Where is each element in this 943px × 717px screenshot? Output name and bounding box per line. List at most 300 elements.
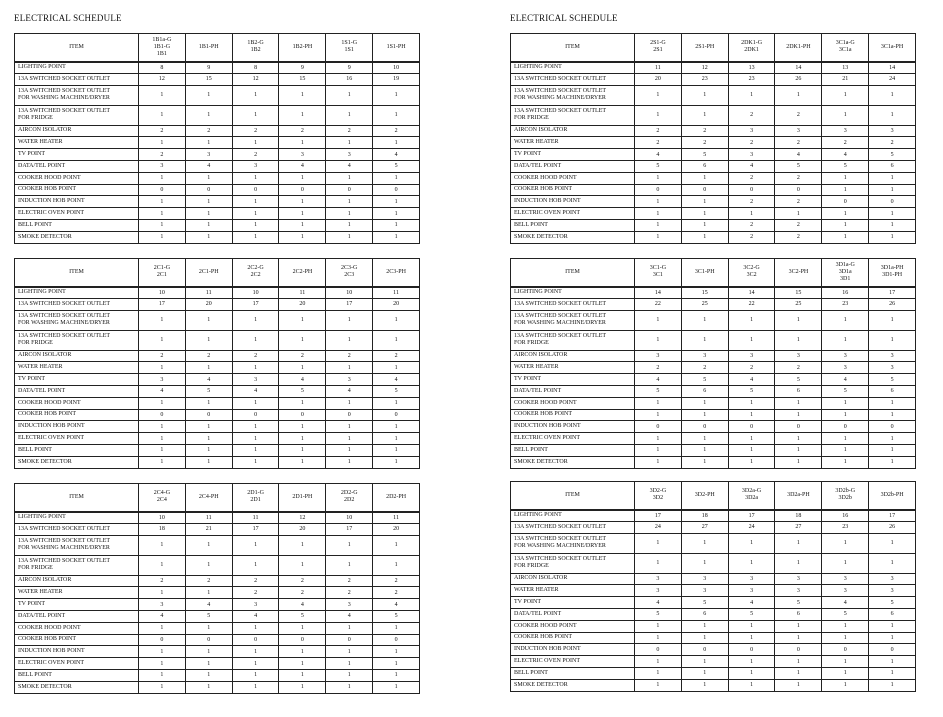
table-row [511,397,916,409]
quantity-cell: 3 [326,149,373,161]
quantity-cell: 9 [326,62,373,74]
quantity-cell: 6 [775,608,822,620]
item-name-cell: WATER HEATER [511,585,635,597]
table-row [511,330,916,350]
quantity-cell: 0 [373,184,420,196]
quantity-cell: 0 [232,634,279,646]
quantity-cell: 1 [185,310,232,330]
quantity-cell: 20 [635,73,682,85]
quantity-cell: 1 [185,137,232,149]
quantity-cell: 1 [326,456,373,468]
item-name-cell: DATA/TEL POINT [15,385,139,397]
quantity-cell: 1 [139,330,186,350]
item-name-cell: WATER HEATER [15,362,139,374]
quantity-cell: 1 [822,219,869,231]
quantity-cell: 24 [869,73,916,85]
quantity-cell: 5 [775,597,822,609]
quantity-cell: 9 [185,62,232,74]
quantity-cell: 1 [822,105,869,125]
quantity-cell: 1 [232,646,279,658]
quantity-cell: 10 [232,287,279,299]
quantity-cell: 1 [185,172,232,184]
quantity-cell: 4 [822,374,869,386]
quantity-cell: 17 [139,298,186,310]
quantity-cell: 4 [775,149,822,161]
quantity-cell: 8 [232,62,279,74]
item-name-cell: DATA/TEL POINT [511,160,635,172]
unit-type-column-header: 1B1a-G 1B1-G 1B1 [139,34,186,62]
quantity-cell: 24 [635,521,682,533]
quantity-cell: 4 [326,160,373,172]
quantity-cell: 1 [279,231,326,243]
quantity-cell: 16 [822,510,869,522]
item-name-cell: AIRCON ISOLATOR [15,350,139,362]
quantity-cell: 23 [681,73,728,85]
quantity-cell: 15 [681,287,728,299]
quantity-cell: 11 [232,512,279,524]
quantity-cell: 5 [728,608,775,620]
quantity-cell: 2 [775,196,822,208]
quantity-cell: 1 [373,535,420,555]
quantity-cell: 1 [326,681,373,693]
item-name-cell: COOKER HOOD POINT [15,172,139,184]
quantity-cell: 1 [775,620,822,632]
item-column-header: ITEM [15,259,139,287]
table-row [511,533,916,553]
quantity-cell: 1 [185,555,232,575]
item-name-cell: INDUCTION HOB POINT [511,196,635,208]
quantity-cell: 1 [635,632,682,644]
unit-type-column-header: 3D2a-G 3D2a [728,482,775,510]
quantity-cell: 17 [326,523,373,535]
quantity-cell: 17 [232,298,279,310]
item-name-cell: BELL POINT [15,444,139,456]
quantity-cell: 2 [232,350,279,362]
item-name-cell: TV POINT [511,149,635,161]
table-row [15,298,420,310]
quantity-cell: 1 [279,622,326,634]
quantity-cell: 1 [822,208,869,220]
table-row [511,219,916,231]
unit-type-column-header: 2DK1-PH [775,34,822,62]
unit-type-column-header: 2C1-G 2C1 [139,259,186,287]
quantity-cell: 1 [326,231,373,243]
quantity-cell: 1 [139,433,186,445]
quantity-cell: 5 [681,149,728,161]
item-name-cell: AIRCON ISOLATOR [15,125,139,137]
item-name-cell: COOKER HOB POINT [511,409,635,421]
item-name-cell: 13A SWITCHED SOCKET OUTLET [15,73,139,85]
quantity-cell: 25 [775,298,822,310]
quantity-cell: 1 [822,172,869,184]
quantity-cell: 0 [822,196,869,208]
quantity-cell: 6 [869,160,916,172]
unit-type-column-header: 2DK1-G 2DK1 [728,34,775,62]
item-name-cell: COOKER HOB POINT [15,184,139,196]
quantity-cell: 1 [775,409,822,421]
quantity-cell: 1 [373,456,420,468]
quantity-cell: 3 [869,350,916,362]
schedule-table-3c-3d1 [510,258,916,469]
quantity-cell: 1 [279,456,326,468]
item-name-cell: BELL POINT [15,219,139,231]
quantity-cell: 1 [775,533,822,553]
quantity-cell: 2 [232,587,279,599]
unit-type-column-header: 3D1a-G 3D1a 3D1 [822,259,869,287]
quantity-cell: 2 [728,231,775,243]
quantity-cell: 6 [681,160,728,172]
quantity-cell: 1 [728,632,775,644]
table-row [15,310,420,330]
quantity-cell: 1 [279,330,326,350]
unit-type-column-header: 2C3-G 2C3 [326,259,373,287]
table-row [15,433,420,445]
quantity-cell: 1 [635,172,682,184]
unit-type-column-header: 2D2-PH [373,484,420,512]
table-row [511,137,916,149]
item-name-cell: INDUCTION HOB POINT [15,646,139,658]
table-row [15,575,420,587]
quantity-cell: 2 [681,362,728,374]
quantity-cell: 1 [232,208,279,220]
quantity-cell: 18 [681,510,728,522]
quantity-cell: 4 [326,385,373,397]
quantity-cell: 2 [728,219,775,231]
quantity-cell: 3 [326,374,373,386]
quantity-cell: 3 [635,573,682,585]
quantity-cell: 1 [681,397,728,409]
table-row [15,610,420,622]
quantity-cell: 1 [326,330,373,350]
table-row [15,634,420,646]
unit-type-column-header: 3C1a-PH [869,34,916,62]
quantity-cell: 1 [869,85,916,105]
quantity-cell: 1 [728,409,775,421]
quantity-cell: 2 [326,125,373,137]
item-name-cell: WATER HEATER [15,587,139,599]
unit-type-column-header: 3C1a-G 3C1a [822,34,869,62]
quantity-cell: 1 [869,330,916,350]
item-name-cell: SMOKE DETECTOR [15,456,139,468]
quantity-cell: 4 [822,597,869,609]
item-name-cell: LIGHTING POINT [511,510,635,522]
table-row [511,149,916,161]
quantity-cell: 5 [373,160,420,172]
quantity-cell: 12 [279,512,326,524]
quantity-cell: 5 [681,374,728,386]
quantity-cell: 1 [139,555,186,575]
unit-type-column-header: 3D2b-PH [869,482,916,510]
table-row [15,622,420,634]
quantity-cell: 1 [279,421,326,433]
unit-type-column-header: 1B2-G 1B2 [232,34,279,62]
quantity-cell: 1 [185,330,232,350]
quantity-cell: 1 [373,681,420,693]
quantity-cell: 1 [728,85,775,105]
item-name-cell: COOKER HOB POINT [511,632,635,644]
quantity-cell: 1 [139,535,186,555]
item-name-cell: 13A SWITCHED SOCKET OUTLET FOR WASHING MACHINE/DRYER [15,85,139,105]
unit-type-column-header: 2C2-G 2C2 [232,259,279,287]
table-row [511,125,916,137]
quantity-cell: 2 [728,105,775,125]
quantity-cell: 5 [775,374,822,386]
quantity-cell: 1 [326,555,373,575]
quantity-cell: 1 [635,620,682,632]
item-name-cell: COOKER HOOD POINT [511,172,635,184]
quantity-cell: 1 [822,85,869,105]
table-row [511,656,916,668]
quantity-cell: 1 [279,208,326,220]
quantity-cell: 20 [373,298,420,310]
table-row [15,523,420,535]
table-row [15,219,420,231]
quantity-cell: 5 [279,385,326,397]
quantity-cell: 0 [185,409,232,421]
item-name-cell: TV POINT [15,149,139,161]
quantity-cell: 1 [728,656,775,668]
item-name-cell: LIGHTING POINT [511,62,635,74]
quantity-cell: 13 [728,62,775,74]
quantity-cell: 1 [822,553,869,573]
quantity-cell: 0 [232,184,279,196]
item-name-cell: SMOKE DETECTOR [15,231,139,243]
quantity-cell: 1 [635,105,682,125]
quantity-cell: 3 [681,350,728,362]
quantity-cell: 2 [326,575,373,587]
quantity-cell: 2 [185,125,232,137]
quantity-cell: 0 [681,644,728,656]
item-name-cell: 13A SWITCHED SOCKET OUTLET FOR WASHING MACHINE/DRYER [511,85,635,105]
table-row [15,409,420,421]
item-name-cell: 13A SWITCHED SOCKET OUTLET [15,298,139,310]
quantity-cell: 1 [373,397,420,409]
quantity-cell: 0 [635,184,682,196]
quantity-cell: 0 [279,184,326,196]
quantity-cell: 2 [728,362,775,374]
quantity-cell: 3 [728,573,775,585]
quantity-cell: 4 [139,610,186,622]
item-name-cell: SMOKE DETECTOR [511,679,635,691]
item-name-cell: LIGHTING POINT [15,512,139,524]
right-page-heading: ELECTRICAL SCHEDULE [510,13,618,23]
table-header-row [511,34,916,62]
item-column-header: ITEM [511,259,635,287]
item-name-cell: ELECTRIC OVEN POINT [15,658,139,670]
schedule-table-3d2 [510,481,916,692]
item-name-cell: 13A SWITCHED SOCKET OUTLET [511,298,635,310]
quantity-cell: 1 [635,656,682,668]
table-row [511,421,916,433]
quantity-cell: 18 [139,523,186,535]
quantity-cell: 4 [373,599,420,611]
item-column-header: ITEM [15,484,139,512]
quantity-cell: 1 [232,433,279,445]
item-name-cell: DATA/TEL POINT [511,608,635,620]
quantity-cell: 1 [869,310,916,330]
left-page-heading: ELECTRICAL SCHEDULE [14,13,122,23]
quantity-cell: 1 [869,397,916,409]
item-name-cell: COOKER HOB POINT [511,184,635,196]
quantity-cell: 14 [635,287,682,299]
quantity-cell: 1 [775,456,822,468]
item-name-cell: INDUCTION HOB POINT [511,644,635,656]
quantity-cell: 1 [139,658,186,670]
item-name-cell: 13A SWITCHED SOCKET OUTLET FOR WASHING MACHINE/DRYER [511,310,635,330]
quantity-cell: 20 [279,298,326,310]
table-row [15,646,420,658]
quantity-cell: 1 [139,646,186,658]
quantity-cell: 1 [139,681,186,693]
quantity-cell: 1 [373,219,420,231]
quantity-cell: 6 [681,385,728,397]
table-row [15,105,420,125]
quantity-cell: 4 [279,599,326,611]
quantity-cell: 3 [869,585,916,597]
quantity-cell: 4 [635,374,682,386]
table-row [15,208,420,220]
table-row [511,679,916,691]
item-name-cell: ELECTRIC OVEN POINT [15,208,139,220]
quantity-cell: 1 [822,667,869,679]
quantity-cell: 2 [185,575,232,587]
unit-type-column-header: 1B2-PH [279,34,326,62]
quantity-cell: 1 [232,658,279,670]
quantity-cell: 1 [681,632,728,644]
unit-type-column-header: 2C1-PH [185,259,232,287]
quantity-cell: 1 [681,667,728,679]
quantity-cell: 5 [728,385,775,397]
quantity-cell: 1 [139,231,186,243]
unit-type-column-header: 2C4-PH [185,484,232,512]
quantity-cell: 2 [775,137,822,149]
quantity-cell: 20 [185,298,232,310]
quantity-cell: 1 [139,196,186,208]
item-name-cell: COOKER HOOD POINT [15,622,139,634]
quantity-cell: 1 [279,196,326,208]
quantity-cell: 1 [185,208,232,220]
quantity-cell: 1 [869,533,916,553]
quantity-cell: 21 [185,523,232,535]
quantity-cell: 15 [185,73,232,85]
quantity-cell: 1 [822,620,869,632]
table-row [15,137,420,149]
table-row [511,160,916,172]
quantity-cell: 1 [326,646,373,658]
item-name-cell: 13A SWITCHED SOCKET OUTLET [511,521,635,533]
quantity-cell: 27 [681,521,728,533]
quantity-cell: 1 [869,553,916,573]
quantity-cell: 1 [326,137,373,149]
quantity-cell: 1 [185,622,232,634]
quantity-cell: 1 [869,184,916,196]
quantity-cell: 1 [326,669,373,681]
quantity-cell: 1 [822,456,869,468]
quantity-cell: 17 [728,510,775,522]
quantity-cell: 5 [279,610,326,622]
quantity-cell: 0 [728,184,775,196]
item-name-cell: TV POINT [15,599,139,611]
item-name-cell: TV POINT [511,597,635,609]
quantity-cell: 20 [373,523,420,535]
quantity-cell: 1 [326,397,373,409]
schedule-table-2s-3c1a [510,33,916,244]
table-row [511,231,916,243]
table-row [15,456,420,468]
quantity-cell: 1 [326,85,373,105]
quantity-cell: 1 [185,85,232,105]
quantity-cell: 1 [869,632,916,644]
quantity-cell: 0 [185,184,232,196]
quantity-cell: 1 [326,105,373,125]
quantity-cell: 1 [279,444,326,456]
quantity-cell: 1 [635,409,682,421]
quantity-cell: 1 [869,231,916,243]
quantity-cell: 1 [681,196,728,208]
quantity-cell: 2 [279,587,326,599]
quantity-cell: 4 [728,160,775,172]
table-row [511,105,916,125]
table-row [511,632,916,644]
table-row [511,208,916,220]
quantity-cell: 1 [635,85,682,105]
quantity-cell: 1 [139,587,186,599]
table-row [15,172,420,184]
quantity-cell: 6 [869,385,916,397]
quantity-cell: 3 [232,374,279,386]
quantity-cell: 17 [232,523,279,535]
quantity-cell: 21 [822,73,869,85]
unit-type-column-header: 2D1-PH [279,484,326,512]
table-row [511,374,916,386]
quantity-cell: 1 [822,656,869,668]
quantity-cell: 1 [279,535,326,555]
quantity-cell: 1 [373,669,420,681]
table-row [15,658,420,670]
quantity-cell: 1 [232,456,279,468]
item-name-cell: TV POINT [511,374,635,386]
quantity-cell: 3 [635,585,682,597]
table-row [511,298,916,310]
quantity-cell: 1 [373,105,420,125]
quantity-cell: 5 [373,610,420,622]
table-row [511,85,916,105]
quantity-cell: 1 [139,622,186,634]
table-row [511,608,916,620]
quantity-cell: 0 [139,634,186,646]
table-row [15,160,420,172]
quantity-cell: 1 [232,231,279,243]
quantity-cell: 0 [775,184,822,196]
quantity-cell: 1 [822,679,869,691]
quantity-cell: 1 [635,310,682,330]
quantity-cell: 3 [279,149,326,161]
item-name-cell: 13A SWITCHED SOCKET OUTLET FOR FRIDGE [511,105,635,125]
quantity-cell: 1 [635,456,682,468]
quantity-cell: 2 [635,125,682,137]
quantity-cell: 1 [635,231,682,243]
quantity-cell: 10 [326,512,373,524]
quantity-cell: 2 [326,587,373,599]
quantity-cell: 0 [326,409,373,421]
quantity-cell: 1 [869,656,916,668]
quantity-cell: 2 [139,125,186,137]
quantity-cell: 4 [185,160,232,172]
quantity-cell: 23 [822,298,869,310]
quantity-cell: 5 [185,610,232,622]
quantity-cell: 4 [373,149,420,161]
table-row [15,397,420,409]
